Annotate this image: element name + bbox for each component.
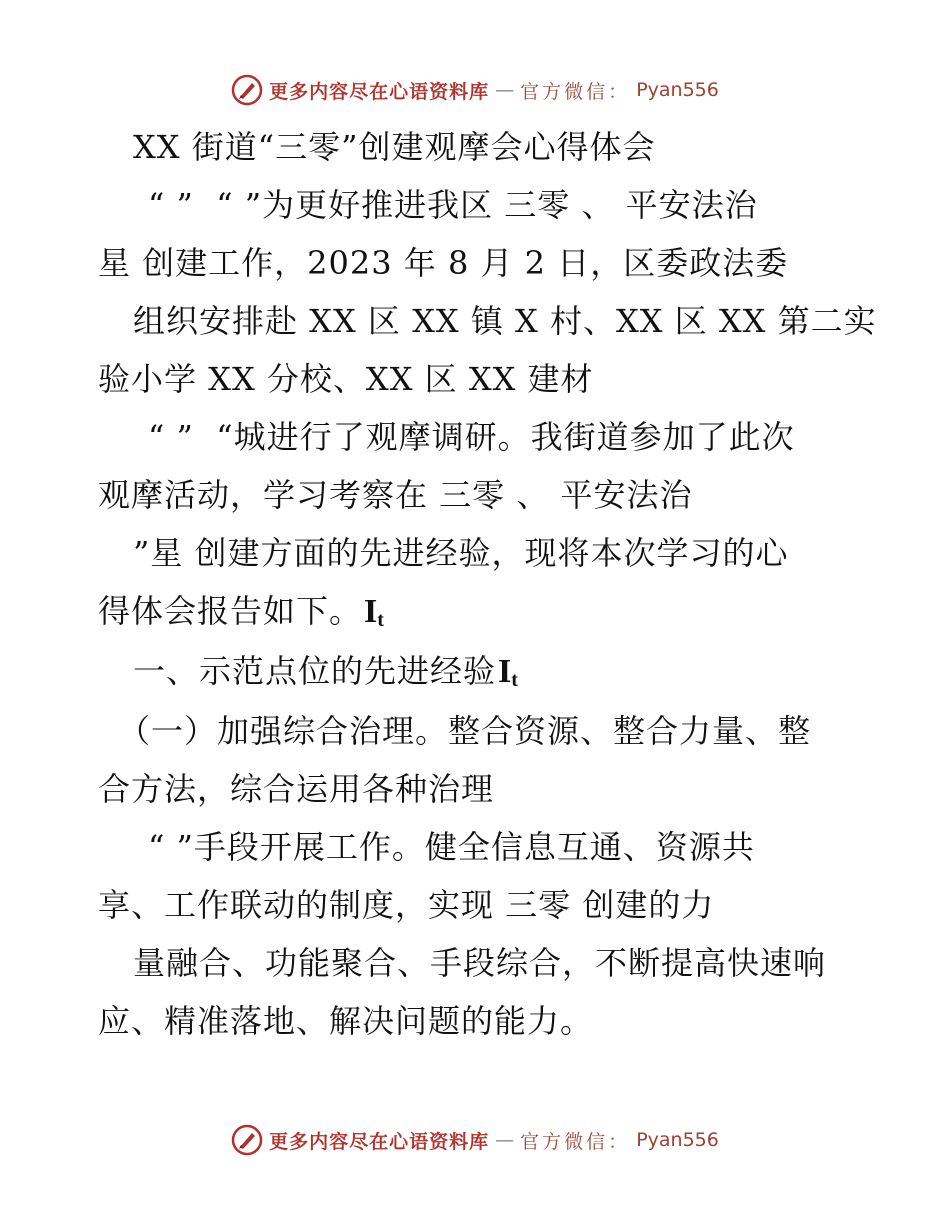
text-line: 应、精准落地、解决问题的能力。 [98, 1002, 594, 1040]
text-line: “ ”手段开展工作。健全信息互通、资源共 [148, 828, 755, 866]
watermark-site-name: 更多内容尽在心语资料库 [269, 1130, 490, 1153]
section-heading-line [133, 648, 518, 694]
text-line: 合方法，综合运用各种治理 [98, 770, 495, 808]
text-line: （一）加强综合治理。整合资源、整合力量、整 [118, 712, 812, 750]
watermark-wechat-id: Pyan556 [636, 1129, 719, 1151]
section-heading: 一、示范点位的先进经验 [133, 652, 497, 690]
text-line: 观摩活动，学习考察在 三零 、 平安法治 [98, 476, 693, 514]
watermark-footer [0, 1120, 950, 1160]
text-line: “ ” “城进行了观摩调研。我街道参加了此次 [148, 418, 795, 456]
paragraph-mark: $I_t$ [364, 593, 384, 631]
watermark-wechat-label: 官方微信： [520, 80, 631, 103]
text-line: 享、工作联动的制度，实现 三零 创建的力 [98, 886, 715, 924]
document-title: XX 街道“三零”创建观摩会心得体会 [133, 128, 656, 166]
watermark-wechat-label: 官方微信： [520, 1130, 631, 1153]
text-line: 星 创建工作，2023 年 8 月 2 日，区委政法委 [98, 244, 789, 282]
watermark-site-name: 更多内容尽在心语资料库 [269, 80, 490, 103]
text-line: 验小学 XX 分校、XX 区 XX 建材 [98, 360, 594, 398]
watermark-wechat-id: Pyan556 [636, 79, 719, 101]
watermark-dash: — [495, 1129, 515, 1151]
text-line: ”星 创建方面的先进经验，现将本次学习的心 [133, 534, 789, 572]
quill-pen-icon [231, 1124, 263, 1156]
text-line: “ ” “ ”为更好推进我区 三零 、 平安法治 [148, 186, 758, 224]
watermark-dash: — [495, 79, 515, 101]
text-line: 量融合、功能聚合、手段综合，不断提高快速响 [133, 944, 827, 982]
text-line: 得体会报告如下。 [98, 592, 363, 630]
paragraph-mark: $I_t$ [498, 653, 518, 691]
text-line: 组织安排赴 XX 区 XX 镇 X 村、XX 区 XX 第二实 [133, 302, 877, 340]
text-line-with-mark [98, 588, 384, 634]
